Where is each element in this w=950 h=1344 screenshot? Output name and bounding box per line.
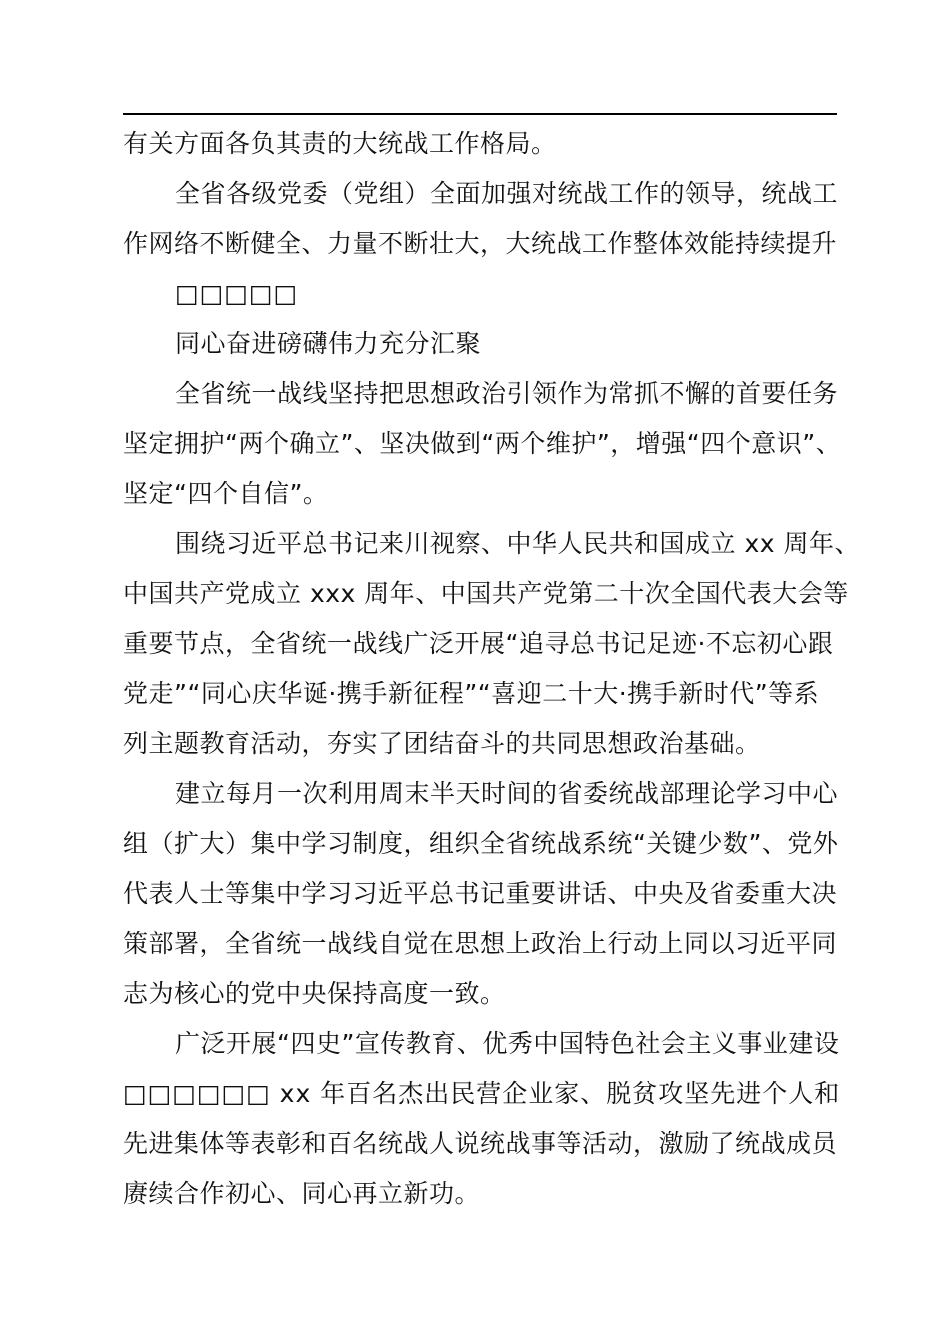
text-line-4: □□□□□ <box>175 279 299 308</box>
text-line-6: 全省统一战线坚持把思想政治引领作为常抓不懈的首要任务 <box>175 379 839 408</box>
text-line-21: 先进集体等表彰和百名统战人说统战事等活动，激励了统战成员 <box>123 1129 838 1158</box>
text-line-15: 组（扩大）集中学习制度，组织全省统战系统“关键少数”、党外 <box>123 829 839 858</box>
text-line-7: 坚定拥护“两个确立”、坚决做到“两个维护”，增强“四个意识”、 <box>123 429 842 458</box>
text-line-17: 策部署，全省统一战线自觉在思想上政治上行动上同以习近平同 <box>123 929 838 958</box>
text-line-19: 广泛开展“四史”宣传教育、优秀中国特色社会主义事业建设 <box>175 1029 840 1058</box>
header-rule <box>123 113 837 115</box>
text-line-2: 全省各级党委（党组）全面加强对统战工作的领导，统战工 <box>175 179 839 208</box>
text-line-20: □□□□□□ xx 年百名杰出民营企业家、脱贫攻坚先进个人和 <box>123 1079 841 1108</box>
text-line-14: 建立每月一次利用周末半天时间的省委统战部理论学习中心 <box>175 779 839 808</box>
text-line-8: 坚定“四个自信”。 <box>123 479 329 508</box>
text-line-13: 列主题教育活动，夯实了团结奋斗的共同思想政治基础。 <box>123 729 761 758</box>
text-line-10: 中国共产党成立 xxx 周年、中国共产党第二十次全国代表大会等 <box>123 579 849 608</box>
section-heading: 同心奋进磅礴伟力充分汇聚 <box>175 329 482 358</box>
text-line-9: 围绕习近平总书记来川视察、中华人民共和国成立 xx 周年、 <box>175 529 860 558</box>
text-line-11: 重要节点，全省统一战线广泛开展“追寻总书记足迹·不忘初心跟 <box>123 629 834 658</box>
text-line-22: 赓续合作初心、同心再立新功。 <box>123 1179 481 1208</box>
text-line-16: 代表人士等集中学习习近平总书记重要讲话、中央及省委重大决 <box>123 879 838 908</box>
text-line-18: 志为核心的党中央保持高度一致。 <box>123 979 506 1008</box>
text-line-3: 作网络不断健全、力量不断壮大，大统战工作整体效能持续提升 <box>123 229 838 258</box>
text-line-1: 有关方面各负其责的大统战工作格局。 <box>123 129 557 158</box>
text-line-12: 党走”“同心庆华诞·携手新征程”“喜迎二十大·携手新时代”等系 <box>123 679 820 708</box>
